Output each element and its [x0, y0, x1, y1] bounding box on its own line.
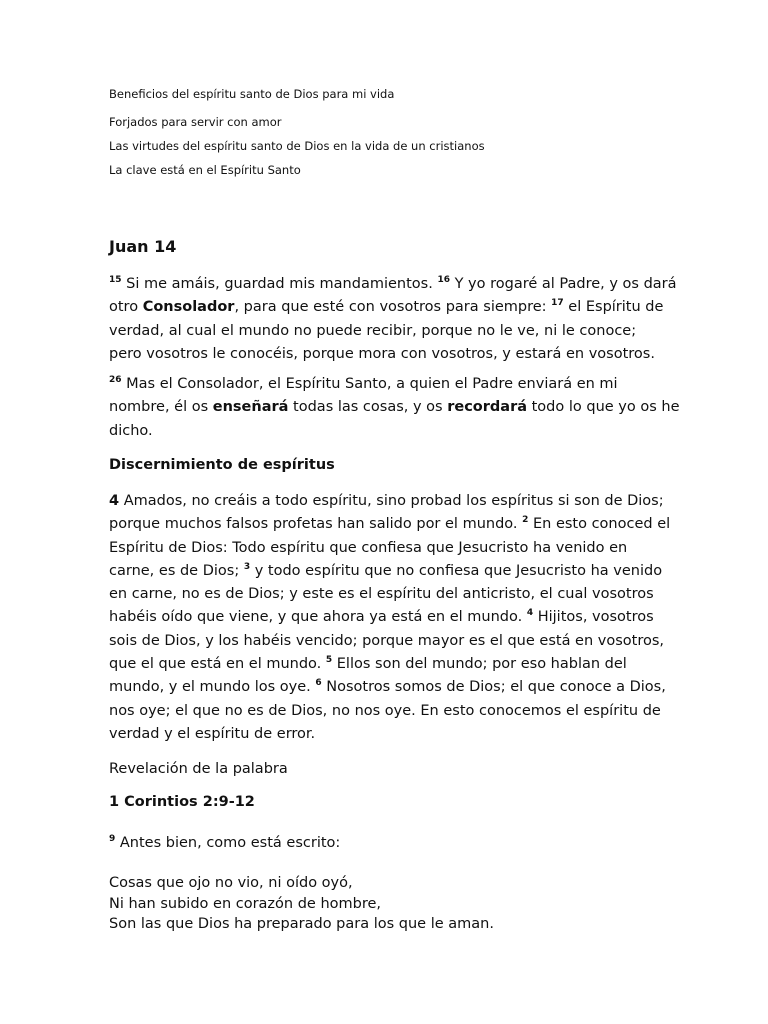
text-run: Antes bien, como está escrito: [115, 835, 341, 851]
bold-word: recordará [447, 399, 528, 416]
text-run: porque muchos falsos profetas han salido por el mundo. [109, 516, 523, 533]
heading-discernimiento: Discernimiento de espíritus [109, 457, 335, 473]
text-line: dicho. [109, 422, 153, 439]
text-run: el Espíritu de [563, 299, 664, 316]
corintios-intro [109, 832, 669, 855]
text-run: habéis oído que viene, y que ahora ya está en el mundo. [109, 609, 527, 626]
header-line-1: Beneficios del espíritu santo de Dios para mi vida [109, 87, 395, 101]
text-run: Amados, no creáis a todo espíritu, sino probad los espíritus si son de Dios; [119, 493, 664, 509]
verse-number: 26 [109, 375, 122, 385]
text-run: En esto conoced el [528, 516, 671, 533]
poem-block [109, 873, 494, 935]
text-run: todo lo que yo os he [527, 399, 680, 416]
verse-number: 6 [315, 678, 322, 689]
text-run: nombre, él os [109, 399, 213, 416]
header-line-4: La clave está en el Espíritu Santo [109, 163, 301, 177]
verse-number: 3 [243, 561, 251, 572]
text-run: Hijitos, vosotros [533, 609, 654, 626]
header-line-2: Forjados para servir con amor [109, 115, 282, 129]
text-run: que el que está en el mundo. [109, 656, 326, 673]
text-run: Nosotros somos de Dios; el que conoce a Dios, [321, 679, 666, 696]
text-run: Y yo rogaré al Padre, y os dará [449, 276, 677, 292]
verse-number: 15 [109, 275, 122, 285]
poem-line: Cosas que ojo no vio, ni oído oyó, [109, 875, 353, 891]
text-run: otro [109, 299, 143, 316]
text-run: mundo, y el mundo los oye. [109, 679, 316, 696]
verse-number: 4 [526, 608, 534, 619]
verse-number: 17 [551, 298, 564, 309]
text-line: nos oye; el que no es de Dios, no nos oye. En esto conocemos el espíritu de [109, 702, 661, 719]
poem-line: Son las que Dios ha preparado para los que le aman. [109, 916, 494, 932]
text-run: Mas el Consolador, el Espíritu Santo, a quien el Padre enviará en mi [121, 376, 618, 392]
text-line: Espíritu de Dios: Todo espíritu que confiesa que Jesucristo ha venido en [109, 539, 628, 556]
verse-number: 4 [109, 493, 120, 509]
text-run: y todo espíritu que no confiesa que Jesucristo ha venido [250, 562, 663, 579]
revelacion-label: Revelación de la palabra [109, 761, 288, 777]
heading-juan: Juan 14 [109, 237, 177, 256]
bold-word: enseñará [212, 399, 289, 416]
text-line: sois de Dios, y los habéis vencido; porque mayor es el que está en vosotros, [109, 632, 665, 649]
verse-number: 2 [522, 515, 529, 526]
text-line: verdad, al cual el mundo no puede recibir, porque no le ve, ni le conoce; [109, 322, 637, 339]
text-run: Si me amáis, guardad mis mandamientos. [121, 276, 438, 292]
bold-word: Consolador [142, 299, 235, 316]
text-run: todas las cosas, y os [288, 399, 448, 416]
verse-number: 9 [109, 834, 116, 844]
text-line: verdad y el espíritu de error. [109, 725, 316, 742]
verse-number: 5 [325, 655, 333, 666]
juan-paragraph-2 [109, 373, 680, 443]
discernimiento-paragraph [109, 490, 669, 746]
header-line-3: Las virtudes del espíritu santo de Dios en la vida de un cristianos [109, 139, 485, 153]
heading-corintios: 1 Corintios 2:9-12 [109, 794, 255, 810]
text-run: Ellos son del mundo; por eso hablan del [332, 656, 627, 673]
poem-line: Ni han subido en corazón de hombre, [109, 895, 382, 912]
text-line: pero vosotros le conocéis, porque mora con vosotros, y estará en vosotros. [109, 345, 655, 362]
text-run: , para que esté con vosotros para siempre: [234, 299, 552, 316]
text-run: carne, es de Dios; [109, 562, 244, 579]
text-line: en carne, no es de Dios; y este es el espíritu del anticristo, el cual vosotros [109, 586, 654, 603]
juan-paragraph-1 [109, 273, 677, 366]
verse-number: 16 [437, 275, 450, 285]
